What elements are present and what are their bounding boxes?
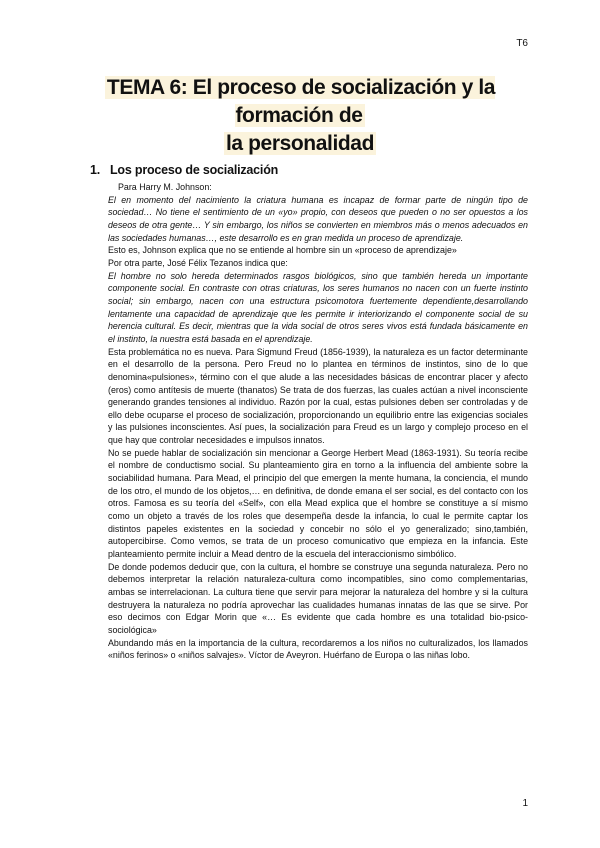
paragraph-freud: Esta problemática no es nueva. Para Sigmund Freud (1856-1939), la naturaleza es un factor determinante en el desarrollo de la persona. Pero Freud no lo plantea en términos de instintos, sino de lo que denomina«pulsiones», término con el que alude a las necesidades básicas de encontrar placer y afecto (eros) como antítesis de muerte (thanatos) Se trata de dos fuerzas, las cuales actúan a nivel inconsciente generando grandes tensiones al individuo. Razón por la cual, estas pulsiones deben ser controladas y de ello debe ocuparse el proceso de socialización, proporcionando un equilibrio entre las exigencias sociales y las pulsiones inconscientes. Así pues, la socialización para Freud es un largo y complejo proceso en el que hay que controlar necesidades e impulsos innatos.	[108, 346, 528, 446]
quote-johnson: El en momento del nacimiento la criatura humana es incapaz de formar parte de ningún tipo de sociedad… No tiene el sentimiento de un «yo» propio, con deseos que pueden o no ser opuestos a los deseos de otra gente… Y sin embargo, los niños se convierten en miembros más o menos adecuados en las sociedades humanas…, este desarrollo es en gran medida un proceso de aprendizaje.	[108, 194, 528, 243]
title-line-2: la personalidad	[225, 132, 375, 155]
page-tag: T6	[516, 38, 528, 49]
body-text	[108, 181, 528, 662]
section-heading-text: Los proceso de socialización	[110, 163, 279, 177]
intro-johnson: Para Harry M. Johnson:	[118, 182, 212, 192]
title-line-1: TEMA 6: El proceso de socialización y la formación de	[106, 76, 496, 127]
section-heading	[90, 163, 278, 177]
intro-tezanos: Por otra parte, José Félix Tezanos indica que:	[108, 257, 288, 268]
paragraph-mead: No se puede hablar de socialización sin mencionar a George Herbert Mead (1863-1931). Su teoría recibe el nombre de conductismo social. Su planteamiento gira en torno a la influencia del ambiente sobre la sociabilidad humana. Para Mead, el principio del que emergen la mente humana, la conciencia, el mundo de los otro, el mundo de los objetos,… en definitiva, de donde emana el ser social, es del contacto con los otros. Famosa es su teoría del «Self», con ella Mead explica que el hombre se constituye a sí mismo como un objeto a través de los roles que desempeña desde la infancia, lo cual le permite captar los distintos papeles existentes en la sociedad y concebir no sólo el yo generalizado; sino,también, autopercibirse. Como vemos, se trata de un proceso comunicativo que empieza en la infancia. Este planteamiento permite incluir a Mead dentro de la escuela del interaccionismo simbólico.	[108, 447, 528, 560]
paragraph-feral-children: Abundando más en la importancia de la cultura, recordaremos a los niños no culturalizados, los llamados «niños ferinos» o «niños salvajes». Víctor de Aveyron. Huérfano de Europa o las niñas lobo.	[108, 637, 528, 661]
section-number: 1.	[90, 163, 101, 177]
paragraph-johnson-summary: Esto es, Johnson explica que no se entiende al hombre sin un «proceso de aprendizaje»	[108, 245, 457, 256]
paragraph-culture: De donde podemos deducir que, con la cultura, el hombre se construye una segunda naturaleza. Pero no debemos interpretar la relación naturaleza-cultura como incompatibles, sino como complementarias, ambas se interrelacionan. La cultura tiene que servir para mejorar la naturaleza del hombre y si la cultura destruyera la naturaleza no podría aprovechar las cualidades humanas innatas de las que se sirve. Por eso decimos con Edgar Morin que «… Es evidente que cada hombre es una totalidad bio-psico-sociológica»	[108, 561, 528, 635]
quote-tezanos: El hombre no solo hereda determinados rasgos biológicos, sino que también hereda un importante componente social. En contraste con otras criaturas, los seres humanos no nacen con un fuerte instinto social; sin embargo, nacen con una estructura psicomotora fuertemente dependiente,desarrollando lentamente una capacidad de aprendizaje que les permite ir interiorizando el componente social de su herencia cultural. Es decir, mientras que la vida social de otros seres vivos está fundada básicamente en el instinto, la nuestra está basada en el aprendizaje.	[108, 270, 528, 344]
page-number: 1	[522, 798, 528, 809]
page-title	[60, 74, 540, 158]
